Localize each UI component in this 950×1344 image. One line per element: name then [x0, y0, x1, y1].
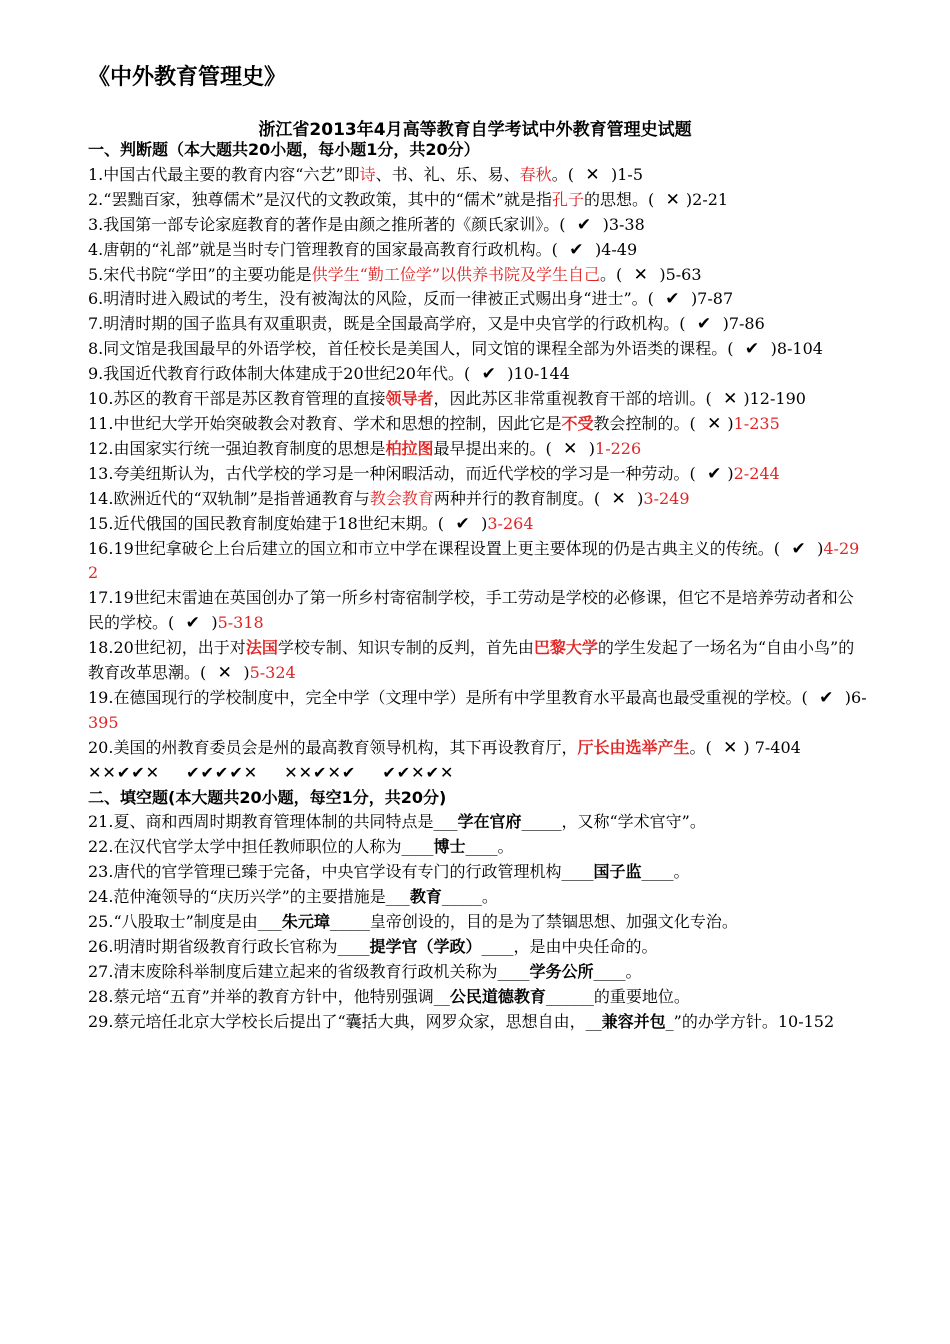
- answer-mark: ✔: [691, 314, 717, 335]
- question-19: 19.在德国现行的学校制度中，完全中学（文理中学）是所有中学里教育水平最高也最受重视的学校。( ✔ )6-395: [88, 687, 867, 732]
- fill-question-25: 25.“八股取士”制度是由___朱元璋_____皇帝创设的，目的是为了禁锢思想、加强文化专治。: [88, 912, 738, 932]
- question-14: 14.欧洲近代的“双轨制”是指普通教育与教会教育两种并行的教育制度。( ✕ )3-249: [88, 488, 690, 509]
- section2-heading: 二、填空题(本大题共20小题，每空1分，共20分): [88, 787, 447, 807]
- answer-mark: ✕: [701, 413, 722, 434]
- answer-mark: ✕: [579, 164, 605, 185]
- fill-question-29: 29.蔡元培任北京大学校长后提出了“囊括大典，网罗众家，思想自由，__兼容并包_”的办学方针。10-152: [88, 1011, 835, 1031]
- question-2: 2.“罢黜百家，独尊儒术”是汉代的文教政策，其中的“儒术”就是指孔子的思想。( ✕ )2-21: [88, 189, 729, 210]
- answer-mark: ✕: [557, 438, 583, 459]
- fill-question-21: 21.夏、商和西周时期教育管理体制的共同特点是___学在官府_____，又称“学术官守”。: [88, 812, 706, 832]
- question-16: 16.19世纪拿破仑上台后建立的国立和市立中学在课程设置上更主要体现的仍是古典主义的传统。( ✔ )4-292: [88, 538, 860, 583]
- answer-mark: ✕: [717, 737, 738, 758]
- question-10: 10.苏区的教育干部是苏区教育管理的直接领导者，因此苏区非常重视教育干部的培训。( ✕ )12-190: [88, 389, 806, 410]
- question-6: 6.明清时进入殿试的考生，没有被淘汰的风险，反而一律被正式赐出身“进士”。( ✔ )7-87: [88, 289, 734, 310]
- fill-question-22: 22.在汉代官学太学中担任教师职位的人称为____博士____。: [88, 837, 514, 857]
- answer-key-row: ✕✕✔✔✕ ✔✔✔✔✕ ✕✕✔✕✔ ✔✔✕✔✕: [88, 762, 455, 782]
- answer-mark: ✔: [659, 289, 685, 310]
- fill-question-28: 28.蔡元培“五育”并举的教育方针中，他特别强调__公民道德教育______的重要地位。: [88, 986, 690, 1006]
- answer-mark: ✔: [571, 214, 597, 235]
- answer-mark: ✔: [739, 339, 765, 360]
- question-18: 18.20世纪初，出于对法国学校专制、知识专制的反判，首先由巴黎大学的学生发起了一场名为“自由小鸟”的教育改革思潮。( ✕ )5-324: [88, 638, 855, 684]
- question-4: 4.唐朝的“礼部”就是当时专门管理教育的国家最高教育行政机构。( ✔ )4-49: [88, 239, 638, 260]
- book-title: 《中外教育管理史》: [88, 65, 287, 90]
- exam-content: [88, 138, 868, 1035]
- question-11: 11.中世纪大学开始突破教会对教育、学术和思想的控制，因此它是不受教会控制的。( ✕ )1-235: [88, 413, 780, 434]
- fill-question-27: 27.清末废除科举制度后建立起来的省级教育行政机关称为____学务公所____。: [88, 961, 642, 981]
- question-5: 5.宋代书院“学田”的主要功能是供学生“勤工俭学”以供养书院及学生自己。( ✕ )5-63: [88, 264, 702, 285]
- answer-mark: ✕: [717, 389, 738, 410]
- question-15: 15.近代俄国的国民教育制度始建于18世纪末期。( ✔ )3-264: [88, 513, 534, 534]
- question-8: 8.同文馆是我国最早的外语学校，首任校长是美国人，同文馆的课程全部为外语类的课程。( ✔ )8-104: [88, 339, 823, 360]
- answer-mark: ✔: [476, 364, 502, 385]
- answer-mark: ✔: [786, 538, 812, 559]
- exam-title: 浙江省2013年4月高等教育自学考试中外教育管理史试题: [258, 120, 692, 140]
- fill-question-23: 23.唐代的官学管理已臻于完备，中央官学设有专门的行政管理机构____国子监____。: [88, 862, 690, 882]
- answer-mark: ✔: [813, 687, 839, 708]
- question-9: 9.我国近代教育行政体制大体建成于20世纪20年代。( ✔ )10-144: [88, 364, 570, 385]
- fill-question-26: 26.明清时期省级教育行政长官称为____提学官（学政）____，是由中央任命的。: [88, 937, 658, 956]
- answer-mark: ✕: [628, 264, 654, 285]
- answer-mark: ✔: [701, 463, 722, 484]
- answer-mark: ✔: [563, 239, 589, 260]
- question-13: 13.夸美纽斯认为，古代学校的学习是一种闲暇活动，而近代学校的学习是一种劳动。( ✔ )2-244: [88, 463, 780, 484]
- answer-mark: ✕: [606, 488, 632, 509]
- question-1: 1.中国古代最主要的教育内容“六艺”即诗、书、礼、乐、易、春秋。( ✕ )1-5: [88, 164, 644, 185]
- question-12: 12.由国家实行统一强迫教育制度的思想是柏拉图最早提出来的。( ✕ )1-226: [88, 438, 642, 459]
- question-7: 7.明清时期的国子监具有双重职责，既是全国最高学府，又是中央官学的行政机构。( ✔ )7-86: [88, 314, 765, 335]
- question-20: 20.美国的州教育委员会是州的最高教育领导机构，其下再设教育厅，厅长由选举产生。( ✕ ) 7-404: [88, 737, 801, 758]
- answer-mark: ✔: [450, 513, 476, 534]
- fill-question-24: 24.范仲淹领导的“庆历兴学”的主要措施是___教育_____。: [88, 887, 498, 907]
- answer-mark: ✕: [212, 663, 238, 684]
- answer-mark: ✕: [660, 189, 680, 210]
- answer-mark: ✔: [180, 613, 206, 634]
- question-3: 3.我国第一部专论家庭教育的著作是由颜之推所著的《颜氏家训》。( ✔ )3-38: [88, 214, 645, 235]
- section1-heading: 一、判断题（本大题共20小题，每小题1分，共20分）: [88, 140, 480, 159]
- question-17: 17.19世纪末雷迪在英国创办了第一所乡村寄宿制学校，手工劳动是学校的必修课，但它不是培养劳动者和公民的学校。( ✔ )5-318: [88, 588, 854, 634]
